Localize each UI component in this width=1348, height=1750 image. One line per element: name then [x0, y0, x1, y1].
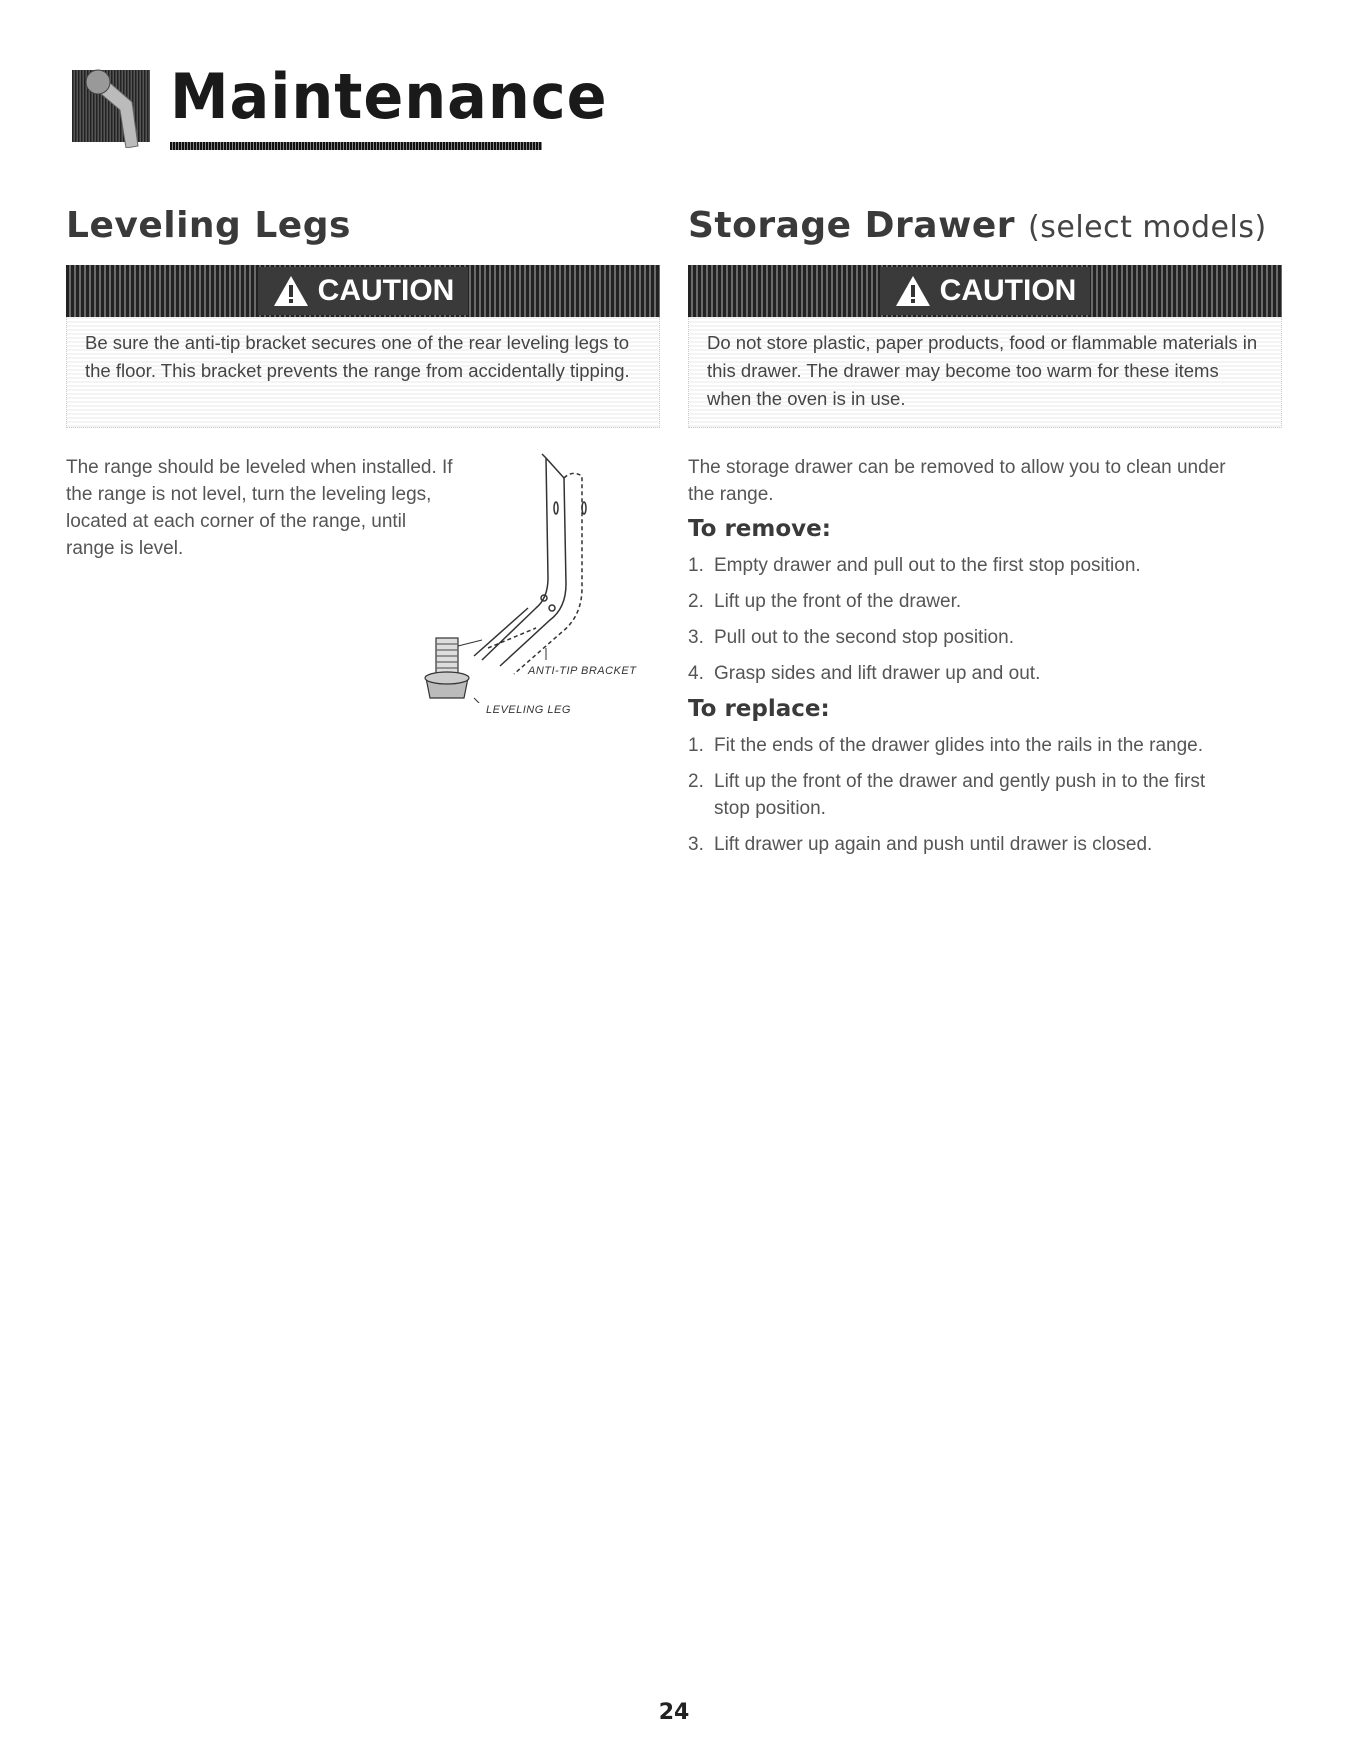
figure-label-bracket: ANTI-TIP BRACKET [528, 665, 637, 677]
list-item: 4. Grasp sides and lift drawer up and out. [688, 663, 1041, 684]
section-title-storage-drawer: Storage Drawer (select models) [688, 205, 1267, 246]
remove-steps [688, 552, 1282, 687]
list-item: 1. Fit the ends of the drawer glides into the rails in the range. [688, 735, 1203, 756]
list-item: 2. Lift up the front of the drawer and gently push in to the first stop position. [688, 771, 1206, 819]
to-remove-heading: To remove: [688, 516, 831, 542]
leveling-body [66, 454, 660, 714]
storage-drawer-section [688, 205, 1282, 867]
wrench-icon [72, 66, 154, 148]
caution-banner [688, 265, 1282, 317]
caution-text: Be sure the anti-tip bracket secures one of the rear leveling legs to the floor. This bracket prevents the range from accidentally tipping. [66, 317, 660, 428]
figure-label-leg: LEVELING LEG [486, 704, 571, 716]
body-line: The range should be leveled when installed. If [66, 457, 453, 478]
caution-banner [66, 265, 660, 317]
warning-icon [272, 274, 310, 308]
page-number: 24 [658, 1700, 690, 1725]
body-line: the range is not level, turn the leveling legs, [66, 484, 432, 505]
leveling-legs-section [66, 205, 660, 714]
storage-body [688, 454, 1282, 858]
caution-text: Do not store plastic, paper products, food or flammable materials in this drawer. The drawer may become too warm for these items when the oven is in use. [688, 317, 1282, 428]
page-title: Maintenance [170, 60, 608, 133]
list-item: 1. Empty drawer and pull out to the first stop position. [688, 555, 1141, 576]
section-title-leveling-legs: Leveling Legs [66, 205, 351, 246]
list-item: 3. Lift drawer up again and push until drawer is closed. [688, 834, 1153, 855]
caution-label: CAUTION [939, 274, 1077, 307]
to-replace-heading: To replace: [688, 696, 830, 722]
intro-text: The storage drawer can be removed to allow you to clean under the range. [688, 457, 1226, 505]
warning-icon [894, 274, 932, 308]
list-item: 3. Pull out to the second stop position. [688, 627, 1014, 648]
title-underline [170, 142, 542, 150]
body-line: located at each corner of the range, until [66, 511, 407, 532]
section-subtitle: (select models) [1028, 210, 1267, 245]
body-line: range is level. [66, 538, 184, 559]
page-header [72, 60, 608, 160]
list-item: 2. Lift up the front of the drawer. [688, 591, 962, 612]
caution-label: CAUTION [317, 274, 455, 307]
replace-steps [688, 732, 1282, 858]
